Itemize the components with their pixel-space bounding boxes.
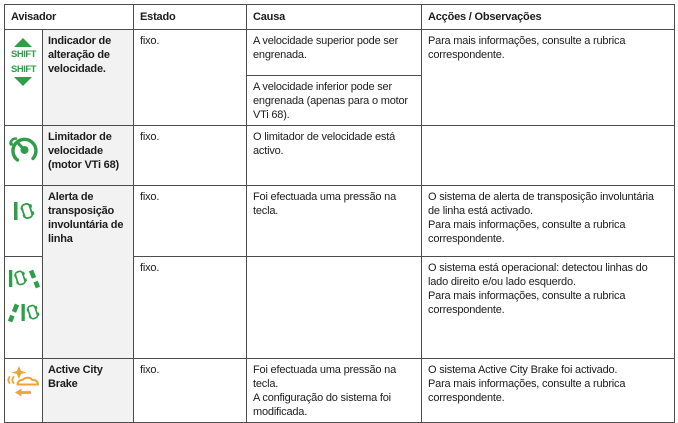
icon-cell xyxy=(5,126,43,186)
accoes-text: Para mais informações, consulte a rubrica correspondente. xyxy=(428,35,626,61)
active-city-brake-icon xyxy=(6,365,42,399)
accoes-text: Para mais informações, consulte a rubrica correspondente. xyxy=(428,290,626,316)
causa-text: Foi efectuada uma pressão na tecla. xyxy=(253,364,397,390)
header-row xyxy=(5,5,675,30)
avisador-name: Indicador de alteração de velocidade. xyxy=(43,30,134,126)
accoes-cell xyxy=(422,126,675,186)
accoes-cell xyxy=(422,186,675,257)
speed-limiter-icon xyxy=(8,132,40,166)
accoes-text: Para mais informações, consulte a rubrica correspondente. xyxy=(428,378,626,404)
accoes-cell xyxy=(422,359,675,423)
header-estado: Estado xyxy=(134,5,247,30)
accoes-cell xyxy=(422,257,675,359)
arrow-down-icon xyxy=(14,77,32,86)
table-row xyxy=(5,126,675,186)
accoes-cell xyxy=(422,30,675,126)
lane-departure-detected-icons xyxy=(6,267,41,326)
accoes-text: Para mais informações, consulte a rubrica correspondente. xyxy=(428,219,626,245)
estado-cell: fixo. xyxy=(134,126,247,186)
table-row xyxy=(5,186,675,257)
causa-text: A configuração do sistema foi modificada. xyxy=(253,392,391,418)
estado-cell: fixo. xyxy=(134,30,247,126)
lane-departure-warning-icon xyxy=(11,198,37,224)
lane-departure-left-icon xyxy=(7,301,41,326)
estado-cell: fixo. xyxy=(134,257,247,359)
icon-cell xyxy=(5,30,43,126)
estado-cell: fixo. xyxy=(134,359,247,423)
icon-cell xyxy=(5,257,43,359)
gear-shift-indicator-icon xyxy=(11,38,36,86)
accoes-text: O sistema Active City Brake foi activado. xyxy=(428,364,618,376)
causa-cell: A velocidade inferior pode ser engrenada (apenas para o motor VTi 68). xyxy=(247,76,422,126)
warning-lamps-table xyxy=(4,4,675,423)
avisador-name: Active City Brake xyxy=(43,359,134,423)
lane-departure-right-icon xyxy=(7,267,41,292)
table-row xyxy=(5,30,675,76)
causa-cell: Foi efectuada uma pressão na tecla. xyxy=(247,186,422,257)
causa-cell xyxy=(247,257,422,359)
avisador-name: Alerta de transposição involuntária de linha xyxy=(43,186,134,359)
shift-label: SHIFT xyxy=(11,49,36,60)
accoes-text: O sistema de alerta de transposição involuntária de linha está activado. xyxy=(428,191,654,217)
shift-label: SHIFT xyxy=(11,64,36,75)
avisador-name: Limitador de velocidade (motor VTi 68) xyxy=(43,126,134,186)
table-row xyxy=(5,359,675,423)
header-avisador: Avisador xyxy=(5,5,134,30)
header-accoes: Acções / Observações xyxy=(422,5,675,30)
accoes-text: O sistema está operacional: detectou linhas do lado direito e/ou lado esquerdo. xyxy=(428,262,648,288)
estado-cell: fixo. xyxy=(134,186,247,257)
arrow-up-icon xyxy=(14,38,32,47)
causa-cell: A velocidade superior pode ser engrenada. xyxy=(247,30,422,76)
header-causa: Causa xyxy=(247,5,422,30)
icon-cell xyxy=(5,186,43,257)
icon-cell xyxy=(5,359,43,423)
causa-cell xyxy=(247,359,422,423)
causa-cell: O limitador de velocidade está activo. xyxy=(247,126,422,186)
